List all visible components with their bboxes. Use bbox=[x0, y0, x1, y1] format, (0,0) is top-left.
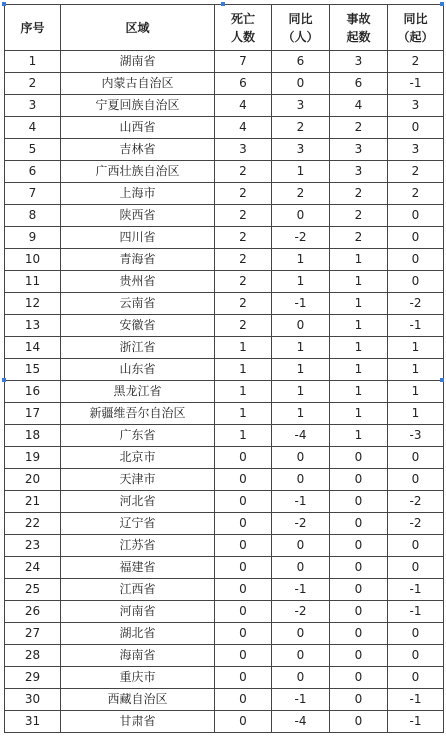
cell-deaths-yoy[interactable]: 0 bbox=[272, 205, 330, 227]
cell-accidents-yoy[interactable]: 1 bbox=[388, 403, 444, 425]
cell-accidents[interactable]: 1 bbox=[330, 249, 388, 271]
selection-handle-mid-left[interactable] bbox=[2, 378, 6, 382]
cell-accidents[interactable]: 3 bbox=[330, 139, 388, 161]
table-row bbox=[5, 535, 444, 557]
cell-region[interactable]: 湖南省 bbox=[61, 51, 215, 73]
cell-index[interactable]: 9 bbox=[5, 227, 61, 249]
table-row bbox=[5, 359, 444, 381]
table-body bbox=[5, 51, 444, 733]
cell-region[interactable]: 江苏省 bbox=[61, 535, 215, 557]
table-row bbox=[5, 513, 444, 535]
table-row bbox=[5, 579, 444, 601]
cell-region[interactable]: 海南省 bbox=[61, 645, 215, 667]
cell-index[interactable]: 16 bbox=[5, 381, 61, 403]
table-row bbox=[5, 557, 444, 579]
cell-deaths-yoy[interactable]: 2 bbox=[272, 117, 330, 139]
cell-deaths[interactable]: 1 bbox=[215, 381, 272, 403]
header-accidents-yoy-line: 同比 bbox=[403, 11, 428, 26]
cell-index[interactable]: 22 bbox=[5, 513, 61, 535]
selection-handle-mid-right[interactable] bbox=[440, 378, 444, 382]
cell-accidents[interactable]: 0 bbox=[330, 623, 388, 645]
cell-region[interactable]: 江西省 bbox=[61, 579, 215, 601]
cell-accidents-yoy[interactable]: 0 bbox=[388, 227, 444, 249]
cell-region[interactable]: 河北省 bbox=[61, 491, 215, 513]
cell-accidents-yoy[interactable]: 0 bbox=[388, 645, 444, 667]
cell-region[interactable]: 河南省 bbox=[61, 601, 215, 623]
cell-accidents[interactable]: 4 bbox=[330, 95, 388, 117]
cell-accidents-yoy[interactable]: 3 bbox=[388, 95, 444, 117]
cell-region[interactable]: 湖北省 bbox=[61, 623, 215, 645]
cell-deaths-yoy[interactable]: -2 bbox=[272, 601, 330, 623]
cell-index[interactable]: 21 bbox=[5, 491, 61, 513]
table-row bbox=[5, 73, 444, 95]
cell-deaths-yoy[interactable]: 1 bbox=[272, 161, 330, 183]
cell-accidents[interactable]: 0 bbox=[330, 535, 388, 557]
cell-deaths[interactable]: 3 bbox=[215, 139, 272, 161]
cell-accidents-yoy[interactable]: 0 bbox=[388, 117, 444, 139]
cell-index[interactable]: 17 bbox=[5, 403, 61, 425]
cell-index[interactable]: 15 bbox=[5, 359, 61, 381]
cell-deaths-yoy[interactable]: 0 bbox=[272, 667, 330, 689]
cell-deaths[interactable]: 1 bbox=[215, 403, 272, 425]
cell-deaths-yoy[interactable]: 0 bbox=[272, 535, 330, 557]
cell-deaths[interactable]: 0 bbox=[215, 689, 272, 711]
cell-accidents[interactable]: 0 bbox=[330, 645, 388, 667]
cell-region[interactable]: 安徽省 bbox=[61, 315, 215, 337]
header-deaths-yoy-line: 同比 bbox=[288, 11, 313, 26]
cell-accidents[interactable]: 2 bbox=[330, 183, 388, 205]
cell-deaths-yoy[interactable]: 0 bbox=[272, 447, 330, 469]
cell-region[interactable]: 山东省 bbox=[61, 359, 215, 381]
cell-deaths[interactable]: 0 bbox=[215, 667, 272, 689]
header-region bbox=[61, 5, 215, 51]
cell-index[interactable]: 29 bbox=[5, 667, 61, 689]
cell-accidents[interactable]: 0 bbox=[330, 469, 388, 491]
cell-accidents[interactable]: 0 bbox=[330, 557, 388, 579]
cell-deaths-yoy[interactable]: 2 bbox=[272, 183, 330, 205]
cell-index[interactable]: 2 bbox=[5, 73, 61, 95]
cell-index[interactable]: 23 bbox=[5, 535, 61, 557]
cell-deaths[interactable]: 1 bbox=[215, 337, 272, 359]
cell-accidents-yoy[interactable]: -1 bbox=[388, 315, 444, 337]
cell-accidents-yoy[interactable]: 0 bbox=[388, 469, 444, 491]
cell-accidents[interactable]: 0 bbox=[330, 513, 388, 535]
cell-region[interactable]: 内蒙古自治区 bbox=[61, 73, 215, 95]
cell-accidents-yoy[interactable]: 2 bbox=[388, 183, 444, 205]
cell-accidents[interactable]: 1 bbox=[330, 293, 388, 315]
table-row bbox=[5, 689, 444, 711]
cell-index[interactable]: 14 bbox=[5, 337, 61, 359]
header-deaths-yoy bbox=[272, 5, 330, 51]
cell-deaths-yoy[interactable]: -1 bbox=[272, 293, 330, 315]
cell-index[interactable]: 26 bbox=[5, 601, 61, 623]
cell-deaths-yoy[interactable]: 0 bbox=[272, 469, 330, 491]
cell-region[interactable]: 四川省 bbox=[61, 227, 215, 249]
table-row bbox=[5, 161, 444, 183]
header-deaths-line: 死亡 bbox=[230, 11, 255, 26]
cell-region[interactable]: 新疆维吾尔自治区 bbox=[61, 403, 215, 425]
cell-accidents[interactable]: 1 bbox=[330, 425, 388, 447]
cell-deaths-yoy[interactable]: 0 bbox=[272, 315, 330, 337]
cell-deaths[interactable]: 0 bbox=[215, 535, 272, 557]
cell-accidents[interactable]: 2 bbox=[330, 205, 388, 227]
table-row bbox=[5, 337, 444, 359]
cell-accidents-yoy[interactable]: 0 bbox=[388, 535, 444, 557]
cell-deaths-yoy[interactable]: 0 bbox=[272, 73, 330, 95]
cell-region[interactable]: 云南省 bbox=[61, 293, 215, 315]
cell-deaths-yoy[interactable]: -4 bbox=[272, 425, 330, 447]
cell-region[interactable]: 辽宁省 bbox=[61, 513, 215, 535]
cell-deaths[interactable]: 0 bbox=[215, 645, 272, 667]
cell-deaths[interactable]: 0 bbox=[215, 469, 272, 491]
cell-accidents-yoy[interactable]: -2 bbox=[388, 293, 444, 315]
cell-deaths[interactable]: 2 bbox=[215, 249, 272, 271]
cell-accidents-yoy[interactable]: 0 bbox=[388, 447, 444, 469]
cell-region[interactable]: 浙江省 bbox=[61, 337, 215, 359]
cell-deaths-yoy[interactable]: 1 bbox=[272, 359, 330, 381]
cell-deaths[interactable]: 2 bbox=[215, 293, 272, 315]
cell-index[interactable]: 12 bbox=[5, 293, 61, 315]
cell-accidents-yoy[interactable]: 2 bbox=[388, 161, 444, 183]
table-row bbox=[5, 623, 444, 645]
cell-index[interactable]: 30 bbox=[5, 689, 61, 711]
cell-region[interactable]: 广东省 bbox=[61, 425, 215, 447]
cell-deaths[interactable]: 0 bbox=[215, 623, 272, 645]
cell-accidents[interactable]: 1 bbox=[330, 315, 388, 337]
header-index-line: 序号 bbox=[20, 20, 45, 35]
cell-region[interactable]: 吉林省 bbox=[61, 139, 215, 161]
cell-accidents[interactable]: 3 bbox=[330, 161, 388, 183]
cell-deaths[interactable]: 4 bbox=[215, 95, 272, 117]
table-row bbox=[5, 601, 444, 623]
cell-region[interactable]: 山西省 bbox=[61, 117, 215, 139]
table-row bbox=[5, 469, 444, 491]
cell-accidents-yoy[interactable]: 1 bbox=[388, 381, 444, 403]
selection-handle-top-right[interactable] bbox=[440, 2, 444, 6]
cell-accidents-yoy[interactable]: -1 bbox=[388, 73, 444, 95]
cell-accidents-yoy[interactable]: -3 bbox=[388, 425, 444, 447]
table-row bbox=[5, 711, 444, 733]
cell-region[interactable]: 贵州省 bbox=[61, 271, 215, 293]
cell-accidents[interactable]: 6 bbox=[330, 73, 388, 95]
cell-index[interactable]: 25 bbox=[5, 579, 61, 601]
cell-index[interactable]: 6 bbox=[5, 161, 61, 183]
cell-deaths-yoy[interactable]: 1 bbox=[272, 403, 330, 425]
cell-accidents[interactable]: 1 bbox=[330, 271, 388, 293]
cell-region[interactable]: 陕西省 bbox=[61, 205, 215, 227]
cell-accidents[interactable]: 0 bbox=[330, 491, 388, 513]
cell-accidents-yoy[interactable]: 1 bbox=[388, 337, 444, 359]
cell-accidents-yoy[interactable]: -1 bbox=[388, 711, 444, 733]
table-row bbox=[5, 645, 444, 667]
table-row bbox=[5, 293, 444, 315]
cell-region[interactable]: 黑龙江省 bbox=[61, 381, 215, 403]
selection-handle-top-mid[interactable] bbox=[221, 2, 225, 6]
cell-accidents-yoy[interactable]: -1 bbox=[388, 579, 444, 601]
cell-accidents-yoy[interactable]: 0 bbox=[388, 205, 444, 227]
header-index bbox=[5, 5, 61, 51]
table-row bbox=[5, 205, 444, 227]
cell-deaths-yoy[interactable]: 1 bbox=[272, 381, 330, 403]
table-row bbox=[5, 227, 444, 249]
cell-accidents[interactable]: 2 bbox=[330, 117, 388, 139]
cell-deaths[interactable]: 0 bbox=[215, 491, 272, 513]
cell-index[interactable]: 27 bbox=[5, 623, 61, 645]
header-accidents-yoy bbox=[388, 5, 444, 51]
cell-deaths-yoy[interactable]: 3 bbox=[272, 139, 330, 161]
table-row bbox=[5, 425, 444, 447]
cell-deaths-yoy[interactable]: -1 bbox=[272, 491, 330, 513]
cell-region[interactable]: 重庆市 bbox=[61, 667, 215, 689]
cell-deaths[interactable]: 0 bbox=[215, 513, 272, 535]
cell-deaths[interactable]: 6 bbox=[215, 73, 272, 95]
cell-accidents[interactable]: 0 bbox=[330, 667, 388, 689]
table-row bbox=[5, 491, 444, 513]
cell-region[interactable]: 广西壮族自治区 bbox=[61, 161, 215, 183]
cell-deaths[interactable]: 1 bbox=[215, 359, 272, 381]
cell-index[interactable]: 19 bbox=[5, 447, 61, 469]
table-row bbox=[5, 51, 444, 73]
cell-deaths-yoy[interactable]: -2 bbox=[272, 227, 330, 249]
cell-deaths-yoy[interactable]: -4 bbox=[272, 711, 330, 733]
cell-index[interactable]: 1 bbox=[5, 51, 61, 73]
cell-accidents[interactable]: 1 bbox=[330, 337, 388, 359]
cell-deaths[interactable]: 2 bbox=[215, 183, 272, 205]
cell-region[interactable]: 上海市 bbox=[61, 183, 215, 205]
table-row bbox=[5, 249, 444, 271]
cell-region[interactable]: 青海省 bbox=[61, 249, 215, 271]
cell-region[interactable]: 福建省 bbox=[61, 557, 215, 579]
table-header bbox=[5, 5, 444, 51]
cell-accidents[interactable]: 0 bbox=[330, 447, 388, 469]
table-row bbox=[5, 117, 444, 139]
table-row bbox=[5, 95, 444, 117]
header-accidents-line: 事故 bbox=[346, 11, 371, 26]
cell-region[interactable]: 宁夏回族自治区 bbox=[61, 95, 215, 117]
cell-deaths[interactable]: 0 bbox=[215, 711, 272, 733]
cell-deaths-yoy[interactable]: -1 bbox=[272, 579, 330, 601]
table-row bbox=[5, 447, 444, 469]
cell-deaths[interactable]: 2 bbox=[215, 161, 272, 183]
cell-deaths-yoy[interactable]: 3 bbox=[272, 95, 330, 117]
table-row bbox=[5, 667, 444, 689]
cell-index[interactable]: 18 bbox=[5, 425, 61, 447]
cell-index[interactable]: 24 bbox=[5, 557, 61, 579]
cell-index[interactable]: 7 bbox=[5, 183, 61, 205]
cell-accidents[interactable]: 2 bbox=[330, 227, 388, 249]
header-accidents bbox=[330, 5, 388, 51]
table-row bbox=[5, 315, 444, 337]
cell-region[interactable]: 甘肃省 bbox=[61, 711, 215, 733]
cell-accidents[interactable]: 1 bbox=[330, 403, 388, 425]
cell-accidents-yoy[interactable]: 0 bbox=[388, 271, 444, 293]
cell-deaths[interactable]: 7 bbox=[215, 51, 272, 73]
cell-index[interactable]: 11 bbox=[5, 271, 61, 293]
cell-deaths[interactable]: 2 bbox=[215, 205, 272, 227]
table-row bbox=[5, 403, 444, 425]
cell-accidents[interactable]: 0 bbox=[330, 689, 388, 711]
cell-index[interactable]: 3 bbox=[5, 95, 61, 117]
cell-deaths-yoy[interactable]: 1 bbox=[272, 249, 330, 271]
cell-accidents-yoy[interactable]: 0 bbox=[388, 557, 444, 579]
cell-accidents-yoy[interactable]: -1 bbox=[388, 689, 444, 711]
table-wrapper[interactable] bbox=[4, 4, 444, 733]
header-region-line: 区域 bbox=[125, 20, 150, 35]
table-row bbox=[5, 139, 444, 161]
cell-accidents-yoy[interactable]: 0 bbox=[388, 667, 444, 689]
cell-accidents[interactable]: 3 bbox=[330, 51, 388, 73]
cell-deaths-yoy[interactable]: 6 bbox=[272, 51, 330, 73]
cell-index[interactable]: 20 bbox=[5, 469, 61, 491]
header-deaths-line: 人数 bbox=[230, 29, 255, 44]
cell-accidents-yoy[interactable]: -2 bbox=[388, 491, 444, 513]
header-accidents-yoy-line: （起） bbox=[397, 29, 434, 44]
cell-deaths-yoy[interactable]: 0 bbox=[272, 623, 330, 645]
cell-deaths[interactable]: 2 bbox=[215, 227, 272, 249]
cell-deaths[interactable]: 2 bbox=[215, 271, 272, 293]
cell-deaths[interactable]: 1 bbox=[215, 425, 272, 447]
cell-deaths-yoy[interactable]: -1 bbox=[272, 689, 330, 711]
table-row bbox=[5, 381, 444, 403]
cell-deaths-yoy[interactable]: -2 bbox=[272, 513, 330, 535]
cell-index[interactable]: 31 bbox=[5, 711, 61, 733]
cell-deaths-yoy[interactable]: 1 bbox=[272, 337, 330, 359]
cell-index[interactable]: 13 bbox=[5, 315, 61, 337]
selection-handle-top-left[interactable] bbox=[2, 2, 6, 6]
cell-index[interactable]: 5 bbox=[5, 139, 61, 161]
cell-accidents-yoy[interactable]: -2 bbox=[388, 513, 444, 535]
cell-accidents-yoy[interactable]: 2 bbox=[388, 51, 444, 73]
cell-deaths-yoy[interactable]: 0 bbox=[272, 557, 330, 579]
cell-deaths[interactable]: 0 bbox=[215, 557, 272, 579]
cell-accidents-yoy[interactable]: 1 bbox=[388, 359, 444, 381]
cell-region[interactable]: 西藏自治区 bbox=[61, 689, 215, 711]
cell-index[interactable]: 28 bbox=[5, 645, 61, 667]
cell-accidents-yoy[interactable]: 0 bbox=[388, 623, 444, 645]
cell-accidents[interactable]: 0 bbox=[330, 579, 388, 601]
cell-deaths[interactable]: 4 bbox=[215, 117, 272, 139]
cell-index[interactable]: 10 bbox=[5, 249, 61, 271]
cell-deaths[interactable]: 0 bbox=[215, 447, 272, 469]
cell-accidents-yoy[interactable]: 0 bbox=[388, 249, 444, 271]
cell-deaths[interactable]: 2 bbox=[215, 315, 272, 337]
cell-accidents-yoy[interactable]: -1 bbox=[388, 601, 444, 623]
cell-accidents-yoy[interactable]: 3 bbox=[388, 139, 444, 161]
header-deaths-yoy-line: （人） bbox=[282, 29, 319, 44]
cell-index[interactable]: 4 bbox=[5, 117, 61, 139]
cell-accidents[interactable]: 0 bbox=[330, 711, 388, 733]
data-table bbox=[4, 4, 444, 733]
cell-accidents[interactable]: 1 bbox=[330, 381, 388, 403]
table-row bbox=[5, 271, 444, 293]
cell-region[interactable]: 天津市 bbox=[61, 469, 215, 491]
cell-deaths-yoy[interactable]: 0 bbox=[272, 645, 330, 667]
table-row bbox=[5, 183, 444, 205]
cell-deaths-yoy[interactable]: 1 bbox=[272, 271, 330, 293]
header-deaths bbox=[215, 5, 272, 51]
cell-accidents[interactable]: 0 bbox=[330, 601, 388, 623]
cell-region[interactable]: 北京市 bbox=[61, 447, 215, 469]
cell-deaths[interactable]: 0 bbox=[215, 579, 272, 601]
header-accidents-line: 起数 bbox=[346, 29, 371, 44]
cell-deaths[interactable]: 0 bbox=[215, 601, 272, 623]
cell-index[interactable]: 8 bbox=[5, 205, 61, 227]
header-row bbox=[5, 5, 444, 51]
cell-accidents[interactable]: 1 bbox=[330, 359, 388, 381]
